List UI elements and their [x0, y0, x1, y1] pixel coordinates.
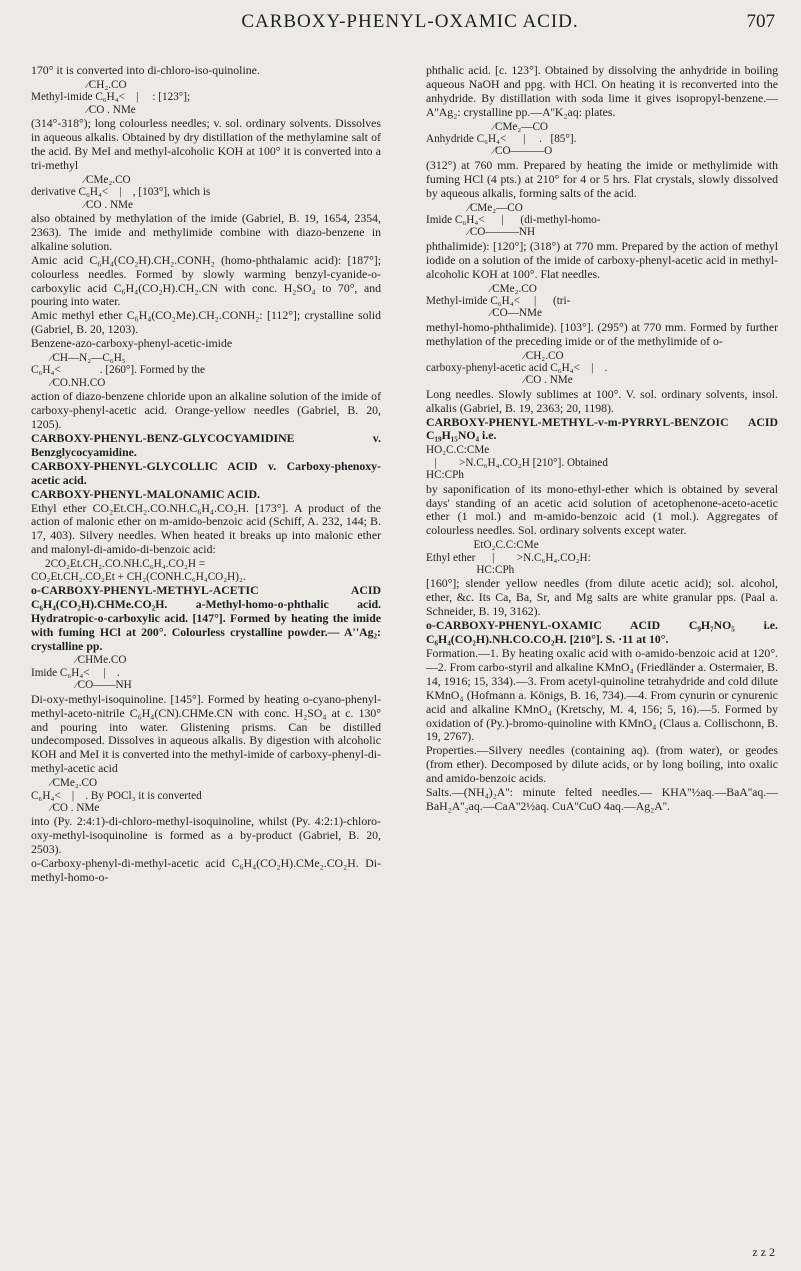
paragraph: Benzene-azo-carboxy-phenyl-acetic-imide: [31, 336, 233, 351]
signature-mark: z z 2: [752, 1245, 775, 1259]
chemical-formula: ⁄CHMe.CO Imide C₆H₄< | . ⁄CO——NH: [31, 654, 132, 692]
entry-heading: o-CARBOXY-PHENYL-METHYL-ACETIC ACID C₆H₄(CO₂H).CHMe.CO₂H. a-Methyl-homo-o-phthalic acid. Hydratropic-o-carboxylic acid. [147°]. Formed by heating the imide with fuming HCl at 200°. Colourless crystalline powder.— A''Ag₂: crystalline pp.: [31, 582, 381, 653]
paragraph: phthalic acid. [c. 123°]. Obtained by dissolving the anhydride in boiling aqueous NaOH and ppg. with HCl. On heating it is reconverted into the anhydride. By distillation with soda lime it gives isopropyl-benzene.—A''Ag₂: crystalline pp.—A''K₂aq: plates.: [426, 63, 778, 119]
paragraph: action of diazo-benzene chloride upon an alkaline solution of the imide of carboxy-phenyl-acetic acid. Orange-yellow needles (Gabriel, B. 20, 1205).: [31, 389, 381, 432]
chemical-formula: 2CO₂Et.CH₂.CO.NH.C₆H₄.CO₂H = CO₂Et.CH₂.CO₂Et + CH₂(CONH.C₆H₄CO₂H)₂.: [31, 558, 246, 583]
paragraph: Amic methyl ether C₆H₄(CO₂Me).CH₂.CONH₂: [112°]; crystalline solid (Gabriel, B. 20, 1203).: [31, 308, 381, 337]
paragraph: by saponification of its mono-ethyl-ether which is obtained by several days' standing of an acetic acid solution of acetophenone-aceto-acetic ether (1 mol.) and m-amido-benzoic acid (1 mol.). Aggregates of colourless needles. Sol. ordinary solvents except water.: [426, 481, 778, 538]
left-column: [31, 64, 381, 885]
entry-heading: CARBOXY-PHENYL-BENZ-GLYCOCYAMIDINE v. Benzglycocyamidine.: [31, 430, 381, 459]
paragraph: (314°-318°); long colourless needles; v. sol. ordinary solvents. Dissolves in aqueous alkalis. Obtained by dry distillation of the methylamine salt of the acid. By MeI and methyl-alcoholic KOH at 100° it is converted into a tri-methyl: [31, 116, 381, 172]
paragraph: also obtained by methylation of the imide (Gabriel, B. 19, 1654, 2354, 2363). The imide and methylimide combine with diazo-benzene in alkaline solution.: [31, 210, 381, 253]
paragraph: methyl-homo-phthalimide). [103°]. (295°) at 770 mm. Formed by further methylation of the preceding imide or of the methylimide of o-: [426, 319, 778, 348]
paragraph: Properties.—Silvery needles (containing aq). (from water), or geodes (from ether). Decomposed by dilute acids, or by long boiling, into oxalic and amido-benzoic acids.: [426, 743, 778, 786]
paragraph: 170° it is converted into di-chloro-iso-quinoline.: [31, 63, 260, 77]
paragraph: Long needles. Slowly sublimes at 100°. V. sol. ordinary solvents, insol. alkalis (Gabriel, B. 19, 2363; 20, 1198).: [426, 386, 778, 415]
page-number: 707: [746, 11, 775, 32]
paragraph: Ethyl ether CO₂Et.CH₂.CO.NH.C₆H₄.CO₂H. [173°]. A product of the action of malonic ether on m-amido-benzoic acid (Schiff, A. 232, 144; B. 17, 403). Silvery needles. When heated it breaks up into malonic ether and malonyl-di-amido-di-benzoic acid:: [31, 500, 381, 557]
chemical-formula: ⁄CMe₂.CO Methyl-imide C₆H₄< | (tri- ⁄CO—NMe: [426, 282, 571, 320]
paragraph: [160°]; slender yellow needles (from dilute acetic acid); sol. alcohol, ether, &c. Its Ca, Ba, Sr, and Mg salts are white granular pps. (Paal a. Schneider, B. 19, 3162).: [426, 576, 778, 619]
paragraph: o-Carboxy-phenyl-di-methyl-acetic acid C₆H₄(CO₂H).CMe₂.CO₂H. Di-methyl-homo-o-: [31, 856, 381, 884]
page-header: [0, 11, 801, 39]
paragraph: into (Py. 2:4:1)-di-chloro-methyl-isoquinoline, whilst (Py. 4:2:1)-chloro-oxy-methyl-isoquinoline is formed as a by-product (Gabriel, B. 20, 2503).: [31, 814, 381, 857]
chemical-formula: EtO₂C.C:CMe Ethyl ether | >N.C₆H₄.CO₂H: HC:CPh: [426, 539, 591, 577]
paragraph: Salts.—(NH₄)₂A'': minute felted needles.— KHA''½aq.—BaA''aq.—BaH₂A''₂aq.—CaA''2½aq. CuA''CuO 4aq.—Ag₂A''.: [426, 785, 778, 813]
running-title: CARBOXY-PHENYL-OXAMIC ACID.: [241, 11, 579, 32]
chemical-formula: ⁄CMe₂—CO Imide C₆H₄< | (di-methyl-homo- ⁄CO———NH: [426, 201, 601, 239]
paragraph: phthalimide): [120°]; (318°) at 770 mm. Prepared by the action of methyl iodide on a solution of the imide of carboxy-phenyl-acetic acid in methyl-alcoholic KOH at 100°. Flat needles.: [426, 238, 778, 281]
chemical-formula: ⁄CMe₂.CO C₆H₄< | . By POCl₃ it is converted ⁄CO . NMe: [31, 777, 202, 814]
chemical-formula: ⁄CMe₂.CO derivative C₆H₄< | , [103°], which is ⁄CO . NMe: [31, 173, 211, 211]
paragraph: Amic acid C₆H₄(CO₂H).CH₂.CONH₂ (homo-phthalamic acid): [187°]; colourless needles. Formed by slowly warming benzyl-cyanide-o-carboxylic acid C₆H₄(CO₂H).CH₂.CN with conc. H₂SO₄ to 70°, and pouring into water.: [31, 252, 381, 309]
chemical-formula: HO₂C.C:CMe | >N.C₆H₄.CO₂H [210°]. Obtained HC:CPh: [426, 444, 608, 482]
paragraph: Formation.—1. By heating oxalic acid with o-amido-benzoic acid at 120°.—2. From carbo-styril and alkaline KMnO₄ (Friedländer a. Ostermaier, B. 14, 1916; 15, 334).—3. From acetyl-quinoline tetrahydride and cold dilute KMnO₄ (Hofmann a. Königs, B. 16, 734).—4. From cynurin or cynurenic acid and alkaline KMnO₄ (Kretschy, M. 4, 156; 5, 16).—5. Formed by oxidation of (Py.)-bromo-quinoline with KMnO₄ (Claus a. Collischonn, B. 19, 2767).: [426, 645, 778, 744]
entry-heading: o-CARBOXY-PHENYL-OXAMIC ACID C₉H₇NO₅ i.e. C₆H₄(CO₂H).NH.CO.CO₂H. [210°]. S. ·11 at 10°.: [426, 618, 778, 647]
chemical-formula: ⁄CH₂.CO carboxy-phenyl-acetic acid C₆H₄< | . ⁄CO . NMe: [426, 349, 608, 387]
entry-heading: CARBOXY-PHENYL-METHYL-v-m-PYRRYL-BENZOIC ACID C₁₉H₁₅NO₄ i.e.: [426, 414, 778, 443]
chemical-formula: ⁄CMe₂—CO Anhydride C₆H₄< | . [85°]. ⁄CO———O: [426, 120, 577, 158]
entry-heading: CARBOXY-PHENYL-MALONAMIC ACID.: [31, 486, 260, 501]
paragraph: Di-oxy-methyl-isoquinoline. [145°]. Formed by heating o-cyano-phenyl-methyl-aceto-nitrile C₆H₄(CN).CHMe.CN with conc. H₂SO₄ at c. 130° and pouring into water. Glistening prisms. Can be distilled undecomposed. Dissolves in aqueous alkalis. By digestion with alcoholic KOH and MeI it is converted into the methyl-imide of carboxy-phenyl-di-methyl-acetic acid: [31, 691, 381, 776]
chemical-formula: ⁄CH—N₂—C₆H₅ C₆H₄< . [260°]. Formed by the ⁄CO.NH.CO: [31, 352, 205, 389]
chemical-formula: ⁄CH₂.CO Methyl-imide C₆H₄< | : [123°]; ⁄CO . NMe: [31, 78, 191, 116]
entry-heading: CARBOXY-PHENYL-GLYCOLLIC ACID v. Carboxy-phenoxy-acetic acid.: [31, 458, 381, 487]
paragraph: (312°) at 760 mm. Prepared by heating the imide or methylimide with fuming HCl (4 pts.) at 210° for 4 or 5 hrs. Flat crystals, slowly dissolved by aqueous alkalis, forming salts of the acid.: [426, 157, 778, 200]
right-column: [426, 64, 778, 814]
